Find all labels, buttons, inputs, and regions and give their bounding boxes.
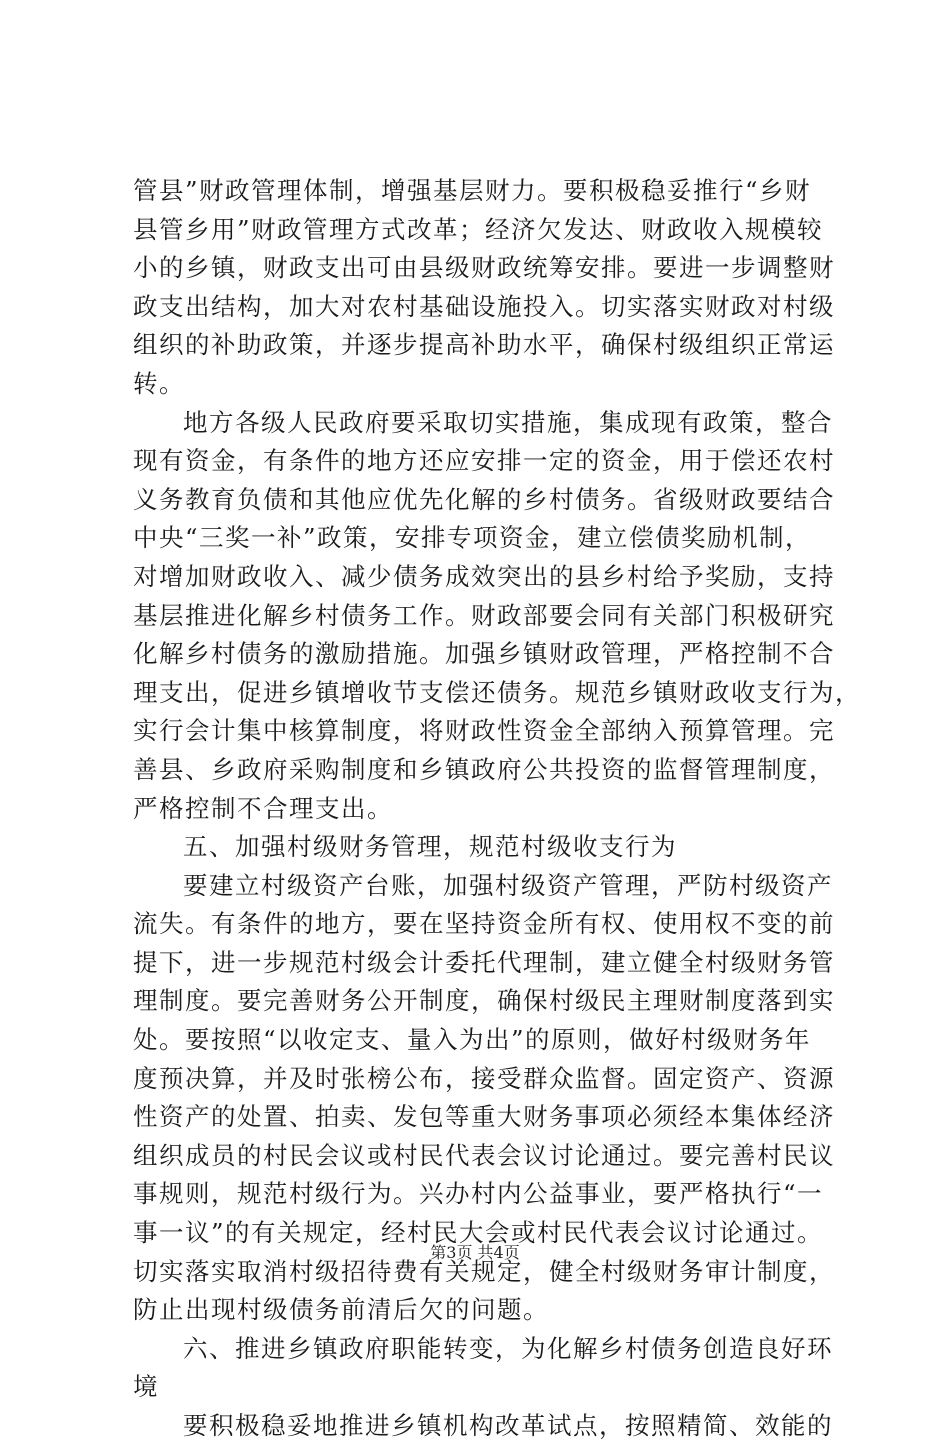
text-line: 处。要按照“以收定支、量入为出”的原则，做好村级财务年 xyxy=(133,1025,812,1055)
text-line: 县管乡用”财政管理方式改革；经济欠发达、财政收入规模较 xyxy=(133,214,824,244)
text-line: 善县、乡政府采购制度和乡镇政府公共投资的监督管理制度， xyxy=(133,754,835,784)
text-line: 政支出结构，加大对农村基础设施投入。切实落实财政对村级 xyxy=(133,291,835,321)
text-line: 组织的补助政策，并逐步提高补助水平，确保村级组织正常运 xyxy=(133,330,835,360)
text-line: 实行会计集中核算制度，将财政性资金全部纳入预算管理。完 xyxy=(133,716,835,746)
text-line: 理支出，促进乡镇增收节支偿还债务。规范乡镇财政收支行为， xyxy=(133,677,861,707)
text-line: 管县”财政管理体制，增强基层财力。要积极稳妥推行“乡财 xyxy=(133,176,812,205)
text-line: 度预决算，并及时张榜公布，接受群众监督。固定资产、资源 xyxy=(133,1063,835,1093)
text-line: 切实落实取消村级招待费有关规定，健全村级财务审计制度， xyxy=(133,1256,835,1286)
text-line: 组织成员的村民会议或村民代表会议讨论通过。要完善村民议 xyxy=(133,1140,835,1170)
text-line: 严格控制不合理支出。 xyxy=(133,793,393,823)
text-line: 六、推进乡镇政府职能转变，为化解乡村债务创造良好环 xyxy=(183,1333,833,1363)
text-line: 事一议”的有关规定，经村民大会或村民代表会议讨论通过。 xyxy=(133,1218,824,1248)
text-line: 性资产的处置、拍卖、发包等重大财务事项必须经本集体经济 xyxy=(133,1102,835,1132)
text-line: 基层推进化解乡村债务工作。财政部要会同有关部门积极研究 xyxy=(133,600,835,630)
text-line: 小的乡镇，财政支出可由县级财政统筹安排。要进一步调整财 xyxy=(133,253,835,283)
text-line: 提下，进一步规范村级会计委托代理制，建立健全村级财务管 xyxy=(133,947,835,977)
text-line: 地方各级人民政府要采取切实措施，集成现有政策，整合 xyxy=(183,407,833,437)
text-line: 理制度。要完善财务公开制度，确保村级民主理财制度落到实 xyxy=(133,986,835,1016)
text-line: 义务教育负债和其他应优先化解的乡村债务。省级财政要结合 xyxy=(133,484,835,514)
text-line: 现有资金，有条件的地方还应安排一定的资金，用于偿还农村 xyxy=(133,446,835,476)
text-line: 境 xyxy=(133,1372,159,1402)
text-line: 要建立村级资产台账，加强村级资产管理，严防村级资产 xyxy=(183,870,833,900)
text-line: 事规则，规范村级行为。兴办村内公益事业，要严格执行“一 xyxy=(133,1179,824,1209)
text-line: 中央“三奖一补”政策，安排专项资金，建立偿债奖励机制， xyxy=(133,523,812,553)
text-line: 要积极稳妥地推进乡镇机构改革试点，按照精简、效能的 xyxy=(183,1411,833,1440)
page-footer: 第3页 共4页 xyxy=(430,1243,520,1262)
text-line: 对增加财政收入、减少债务成效突出的县乡村给予奖励，支持 xyxy=(133,561,835,591)
text-line: 转。 xyxy=(133,368,185,398)
text-line: 五、加强村级财务管理，规范村级收支行为 xyxy=(183,832,677,862)
text-line: 流失。有条件的地方，要在坚持资金所有权、使用权不变的前 xyxy=(133,909,835,939)
text-line: 防止出现村级债务前清后欠的问题。 xyxy=(133,1295,549,1325)
text-line: 化解乡村债务的激励措施。加强乡镇财政管理，严格控制不合 xyxy=(133,639,835,669)
